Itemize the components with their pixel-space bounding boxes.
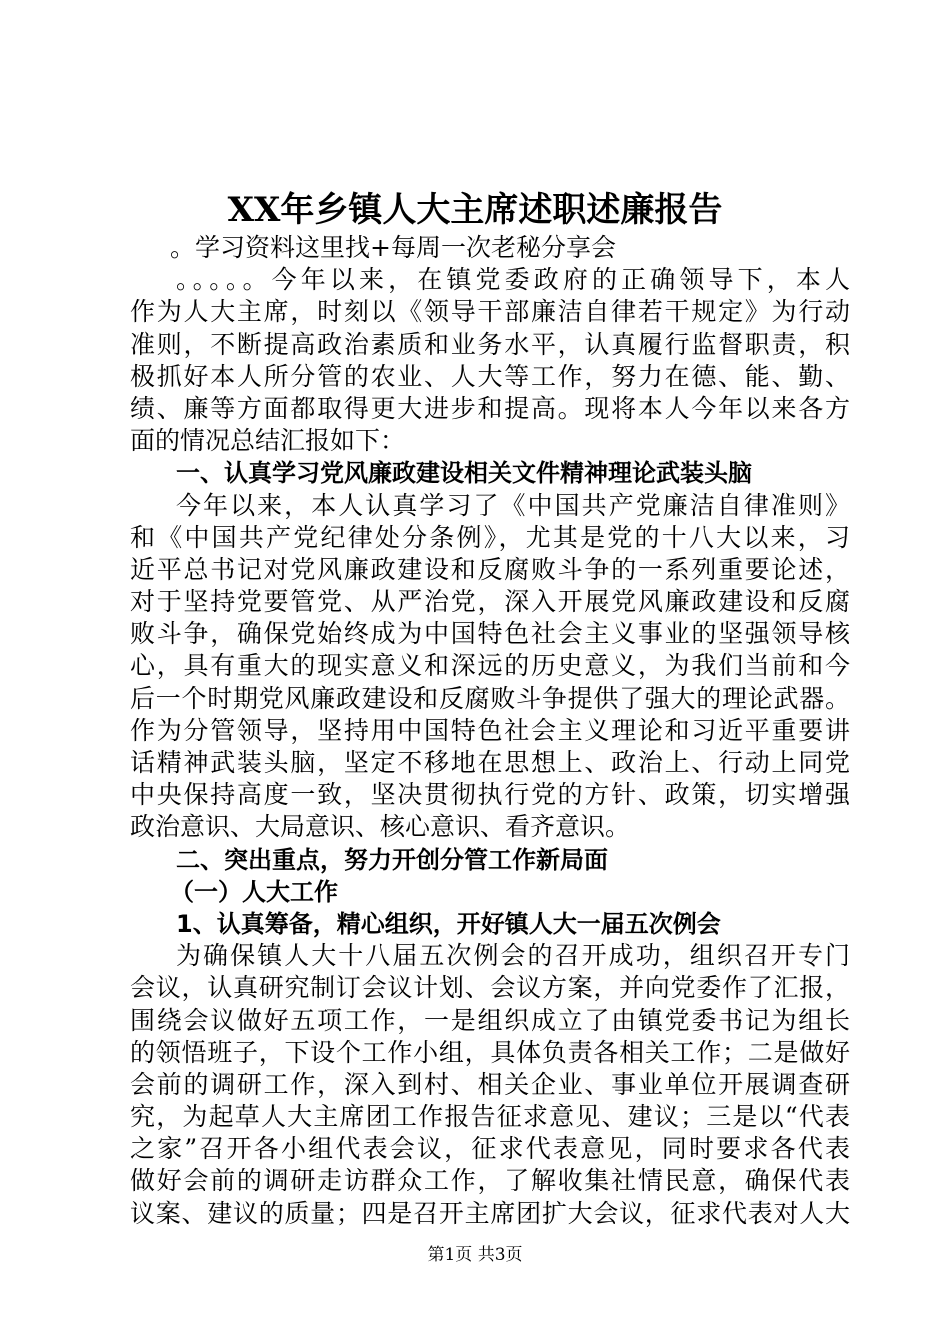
body-line: 作为分管领导，坚持用中国特色社会主义理论和习近平重要讲: [130, 715, 850, 745]
body-line: 为确保镇人大十八届五次例会的召开成功，组织召开专门: [176, 941, 850, 971]
body-line: 做好会前的调研走访群众工作，了解收集社情民意，确保代表: [130, 1166, 850, 1196]
subsection-heading: 1、认真筹备，精心组织，开好镇人大一届五次例会: [176, 909, 721, 938]
body-line: 中央保持高度一致，坚决贯彻执行党的方针、政策，切实增强: [130, 780, 850, 810]
body-line: 之家”召开各小组代表会议，征求代表意见，同时要求各代表: [130, 1134, 850, 1164]
body-line: 极抓好本人所分管的农业、人大等工作，努力在德、能、勤、: [130, 361, 850, 391]
body-line: 议案、建议的质量；四是召开主席团扩大会议，征求代表对人大: [130, 1198, 850, 1228]
document-body: [130, 232, 850, 1230]
body-line: 绩、廉等方面都取得更大进步和提高。现将本人今年以来各方: [130, 393, 850, 423]
body-line: 败斗争，确保党始终成为中国特色社会主义事业的坚强领导核: [130, 619, 850, 649]
section-heading: 二、突出重点，努力开创分管工作新局面: [176, 845, 608, 874]
body-line: 围绕会议做好五项工作，一是组织成立了由镇党委书记为组长: [130, 1005, 850, 1035]
body-line: 话精神武装头脑，坚定不移地在思想上、政治上、行动上同党: [130, 748, 850, 777]
subsection-heading: （一）人大工作: [170, 877, 338, 906]
body-line: 会议，认真研究制订会议计划、会议方案，并向党委作了汇报，: [130, 973, 850, 1003]
body-line: 究，为起草人大主席团工作报告征求意见、建议；三是以“代表: [130, 1102, 850, 1132]
body-line: 政治意识、大局意识、核心意识、看齐意识。: [130, 812, 631, 842]
body-line: 作为人大主席，时刻以《领导干部廉洁自律若干规定》为行动: [130, 297, 850, 327]
body-line: 对于坚持党要管党、从严治党，深入开展党风廉政建设和反腐: [130, 587, 850, 617]
body-line: 。学习资料这里找+每周一次老秘分享会: [170, 233, 616, 262]
body-line: 的领悟班子，下设个工作小组，具体负责各相关工作；二是做好: [130, 1037, 850, 1067]
page-footer: 第1页 共3页: [427, 1245, 523, 1265]
body-line: 后一个时期党风廉政建设和反腐败斗争提供了强大的理论武器。: [130, 683, 850, 713]
body-line: 近平总书记对党风廉政建设和反腐败斗争的一系列重要论述，: [130, 554, 850, 584]
body-line: 准则，不断提高政治素质和业务水平，认真履行监督职责，积: [130, 329, 850, 359]
body-line: 会前的调研工作，深入到村、相关企业、事业单位开展调查研: [130, 1069, 850, 1099]
body-line: 。。。。。今年以来，在镇党委政府的正确领导下，本人: [176, 265, 850, 295]
body-line: 今年以来，本人认真学习了《中国共产党廉洁自律准则》: [176, 490, 850, 520]
document-title: XX年乡镇人大主席述职述廉报告: [227, 190, 723, 230]
section-heading: 一、认真学习党风廉政建设相关文件精神理论武装头脑: [176, 459, 752, 488]
body-line: 心，具有重大的现实意义和深远的历史意义，为我们当前和今: [130, 651, 850, 681]
body-line: 和《中国共产党纪律处分条例》，尤其是党的十八大以来，习: [130, 522, 850, 552]
body-line: 面的情况总结汇报如下：: [130, 426, 406, 456]
